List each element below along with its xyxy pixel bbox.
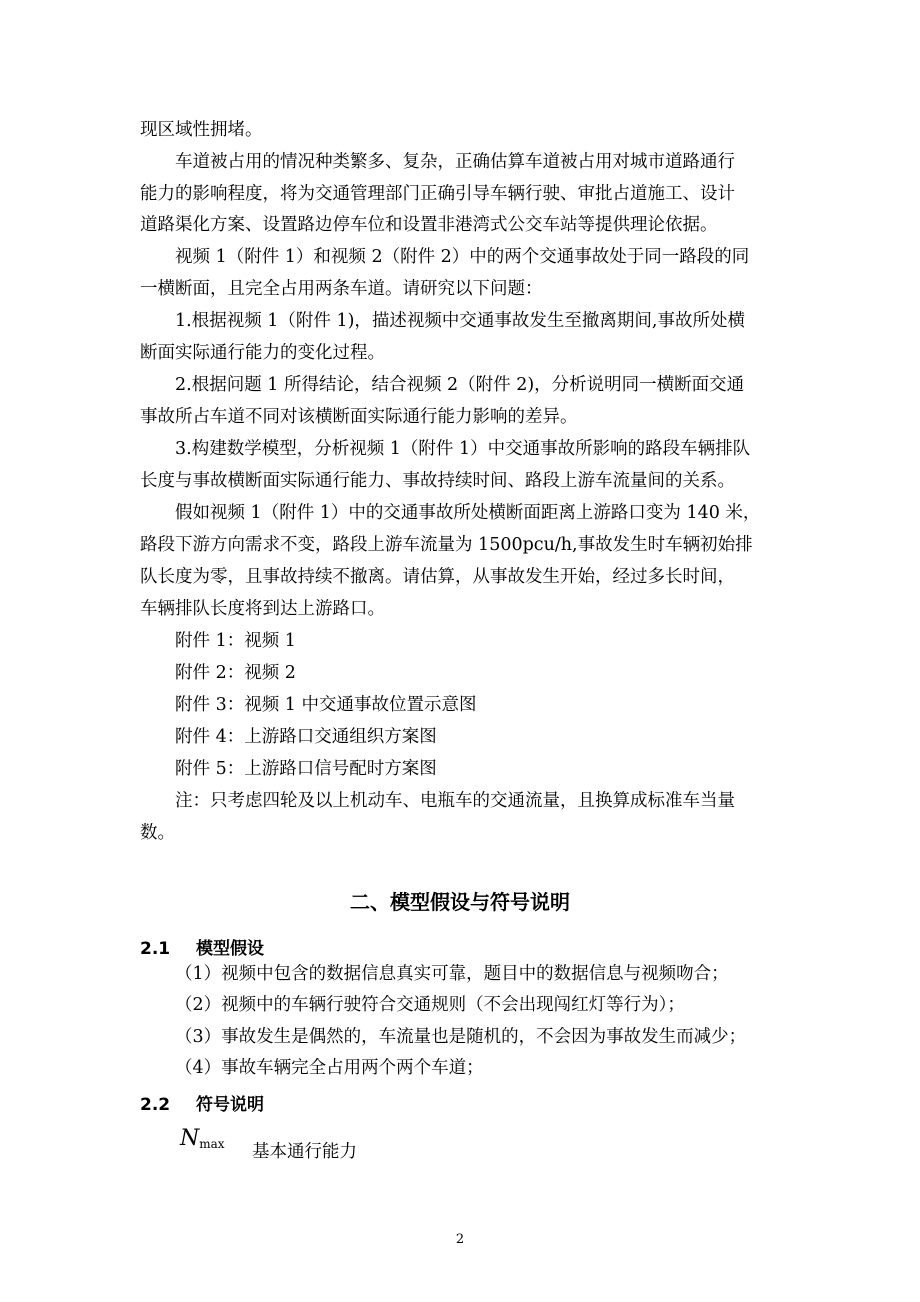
paragraph-line: 现区域性拥堵。 (140, 120, 263, 140)
paragraph-line: 一横断面，且完全占用两条车道。请研究以下问题： (140, 279, 543, 299)
attachment-line: 附件 5：上游路口信号配时方案图 (175, 759, 437, 779)
page-number: 2 (455, 1232, 465, 1247)
attachment-line: 附件 2：视频 2 (175, 663, 296, 683)
assumption-item: （3）事故发生是偶然的，车流量也是随机的，不会因为事故发生而减少； (175, 1027, 747, 1047)
attachment-line: 附件 3：视频 1 中交通事故位置示意图 (175, 695, 477, 715)
symbol-letter: N (180, 1126, 200, 1151)
paragraph-line: 事故所占车道不同对该横断面实际通行能力影响的差异。 (140, 407, 578, 427)
paragraph-line: 道路渠化方案、设置路边停车位和设置非港湾式公交车站等提供理论依据。 (140, 215, 718, 235)
paragraph-line: 2.根据问题 1 所得结论，结合视频 2（附件 2)，分析说明同一横断面交通 (175, 375, 745, 395)
subsection-title: 符号说明 (196, 1095, 264, 1115)
paragraph-line: 视频 1（附件 1）和视频 2（附件 2）中的两个交通事故处于同一路段的同 (175, 247, 750, 267)
symbol-n-max (180, 1126, 225, 1153)
assumption-item: （4）事故车辆完全占用两个两个车道； (175, 1058, 484, 1078)
paragraph-line: 长度与事故横断面实际通行能力、事故持续时间、路段上游车流量间的关系。 (140, 471, 735, 491)
note-line: 数。 (140, 823, 175, 843)
paragraph-line: 能力的影响程度，将为交通管理部门正确引导车辆行驶、审批占道施工、设计 (140, 184, 735, 204)
attachment-line: 附件 1：视频 1 (175, 631, 296, 651)
paragraph-line: 断面实际通行能力的变化过程。 (140, 343, 385, 363)
assumption-item: （1）视频中包含的数据信息真实可靠，题目中的数据信息与视频吻合； (175, 964, 729, 984)
paragraph-line: 路段下游方向需求不变，路段上游车流量为 1500pcu/h,事故发生时车辆初始排 (140, 535, 753, 555)
section-title: 二、模型假设与符号说明 (350, 890, 570, 914)
paragraph-line: 队长度为零，且事故持续不撤离。请估算，从事故发生开始，经过多长时间， (140, 567, 735, 587)
paragraph-line: 1.根据视频 1（附件 1)，描述视频中交通事故发生至撤离期间,事故所处横 (175, 311, 745, 331)
symbol-subscript: max (199, 1137, 225, 1152)
paragraph-line: 3.构建数学模型，分析视频 1（附件 1）中交通事故所影响的路段车辆排队 (175, 439, 751, 459)
subsection-heading-2-2 (140, 1090, 264, 1115)
symbol-description: 基本通行能力 (252, 1142, 357, 1162)
attachment-line: 附件 4：上游路口交通组织方案图 (175, 727, 437, 747)
subsection-number: 2.1 (140, 939, 171, 959)
paragraph-line: 假如视频 1（附件 1）中的交通事故所处横断面距离上游路口变为 140 米， (175, 503, 761, 523)
subsection-title: 模型假设 (196, 939, 264, 959)
paragraph-line: 车道被占用的情况种类繁多、复杂，正确估算车道被占用对城市道路通行 (175, 152, 735, 172)
subsection-heading-2-1 (140, 934, 264, 959)
note-line: 注：只考虑四轮及以上机动车、电瓶车的交通流量，且换算成标准车当量 (175, 791, 735, 811)
assumption-item: （2）视频中的车辆行驶符合交通规则（不会出现闯红灯等行为）； (175, 995, 685, 1015)
paragraph-line: 车辆排队长度将到达上游路口。 (140, 599, 385, 619)
subsection-number: 2.2 (140, 1095, 171, 1115)
